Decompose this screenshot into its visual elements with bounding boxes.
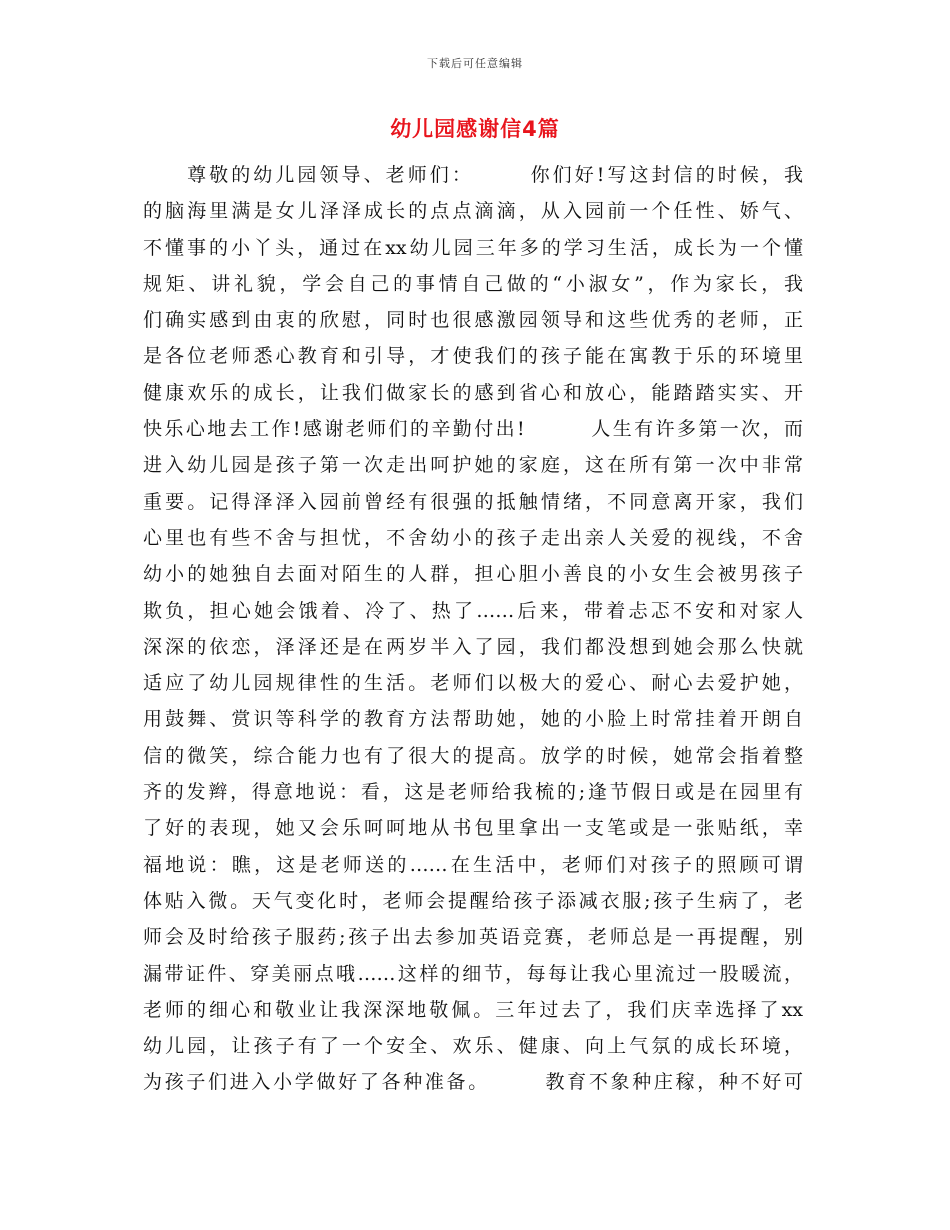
body-line: 老师的细心和敬业让我深深地敬佩。三年过去了，我们庆幸选择了xx xyxy=(143,998,803,1021)
body-line: 了好的表现，她又会乐呵呵地从书包里拿出一支笔或是一张贴纸，幸 xyxy=(143,817,803,840)
body-line: 幼儿园，让孩子有了一个安全、欢乐、健康、向上气氛的成长环境， xyxy=(143,1035,803,1058)
body-line: 的脑海里满是女儿泽泽成长的点点滴滴，从入园前一个任性、娇气、 xyxy=(143,200,803,223)
body-line: 深深的依恋，泽泽还是在两岁半入了园，我们都没想到她会那么快就 xyxy=(143,635,803,658)
body-text xyxy=(143,157,803,1101)
body-line: 是各位老师悉心教育和引导，才使我们的孩子能在寓教于乐的环境里 xyxy=(143,345,803,368)
header-note: 下载后可任意编辑 xyxy=(427,57,523,70)
document-title: 幼儿园感谢信4篇 xyxy=(390,117,560,141)
body-line: 为孩子们进入小学做好了各种准备。 教育不象种庄稼，种不好可 xyxy=(143,1071,803,1094)
body-line: 健康欢乐的成长，让我们做家长的感到省心和放心，能踏踏实实、开 xyxy=(143,381,803,404)
body-line: 用鼓舞、赏识等科学的教育方法帮助她，她的小脸上时常挂着开朗自 xyxy=(143,708,803,731)
body-line: 师会及时给孩子服药;孩子出去参加英语竞赛，老师总是一再提醒，别 xyxy=(143,926,803,949)
body-line: 幼小的她独自去面对陌生的人群，担心胆小善良的小女生会被男孩子 xyxy=(143,563,803,586)
body-line: 齐的发辫，得意地说：看，这是老师给我梳的;逢节假日或是在园里有 xyxy=(143,781,803,804)
body-line: 福地说：瞧，这是老师送的……在生活中，老师们对孩子的照顾可谓 xyxy=(143,853,803,876)
body-line: 重要。记得泽泽入园前曾经有很强的抵触情绪，不同意离开家，我们 xyxy=(143,490,803,513)
body-line: 信的微笑，综合能力也有了很大的提高。放学的时候，她常会指着整 xyxy=(143,744,803,767)
body-line: 进入幼儿园是孩子第一次走出呵护她的家庭，这在所有第一次中非常 xyxy=(143,454,803,477)
body-line: 心里也有些不舍与担忧，不舍幼小的孩子走出亲人关爱的视线，不舍 xyxy=(143,526,803,549)
body-line: 欺负，担心她会饿着、冷了、热了……后来，带着忐忑不安和对家人 xyxy=(143,599,803,622)
body-line: 不懂事的小丫头，通过在xx幼儿园三年多的学习生活，成长为一个懂 xyxy=(143,236,803,259)
body-line: 快乐心地去工作!感谢老师们的辛勤付出! 人生有许多第一次，而 xyxy=(143,418,803,441)
body-line: 尊敬的幼儿园领导、老师们： 你们好!写这封信的时候，我 xyxy=(143,164,803,186)
body-line: 体贴入微。天气变化时，老师会提醒给孩子添减衣服;孩子生病了，老 xyxy=(143,889,803,912)
body-line: 们确实感到由衷的欣慰，同时也很感激园领导和这些优秀的老师，正 xyxy=(143,309,803,332)
body-line: 适应了幼儿园规律性的生活。老师们以极大的爱心、耐心去爱护她， xyxy=(143,672,803,695)
body-line: 规矩、讲礼貌，学会自己的事情自己做的“小淑女”，作为家长，我 xyxy=(143,272,803,295)
body-line: 漏带证件、穿美丽点哦……这样的细节，每每让我心里流过一股暖流， xyxy=(143,962,803,985)
